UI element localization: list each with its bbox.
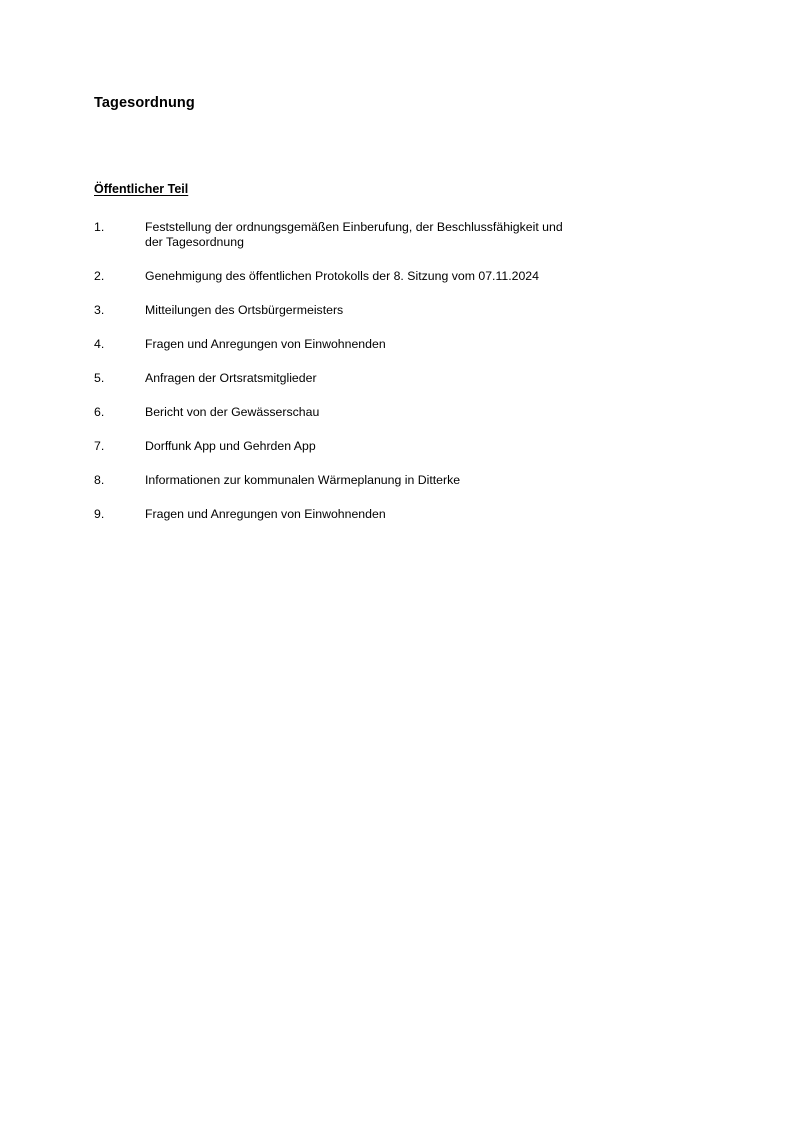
agenda-item-number: 5. (94, 371, 105, 385)
agenda-item-text: Genehmigung des öffentlichen Protokolls der 8. Sitzung vom 07.11.2024 (145, 269, 539, 283)
agenda-item-5 (94, 371, 654, 386)
agenda-item-6 (94, 405, 654, 420)
agenda-item-number: 1. (94, 220, 105, 234)
agenda-item-number: 3. (94, 303, 105, 317)
agenda-item-9 (94, 507, 654, 522)
agenda-item-3 (94, 303, 654, 318)
agenda-item-text: Feststellung der ordnungsgemäßen Einberufung, der Beschlussfähigkeit und der Tagesordnung (145, 220, 563, 249)
agenda-item-text: Dorffunk App und Gehrden App (145, 439, 316, 453)
agenda-item-number: 8. (94, 473, 105, 487)
agenda-item-text: Bericht von der Gewässerschau (145, 405, 320, 419)
document-title: Tagesordnung (94, 95, 195, 111)
agenda-item-1 (94, 220, 654, 250)
agenda-item-4 (94, 337, 654, 352)
agenda-list (94, 220, 654, 541)
agenda-item-number: 6. (94, 405, 105, 419)
agenda-item-7 (94, 439, 654, 454)
agenda-item-text: Informationen zur kommunalen Wärmeplanung in Ditterke (145, 473, 461, 487)
agenda-item-8 (94, 473, 654, 488)
agenda-item-2 (94, 269, 654, 284)
agenda-item-number: 4. (94, 337, 105, 351)
agenda-item-number: 7. (94, 439, 105, 453)
agenda-item-text: Anfragen der Ortsratsmitglieder (145, 371, 317, 385)
agenda-item-number: 9. (94, 507, 105, 521)
agenda-item-number: 2. (94, 269, 105, 283)
section-heading: Öffentlicher Teil (94, 182, 189, 196)
agenda-item-text: Fragen und Anregungen von Einwohnenden (145, 337, 386, 351)
agenda-item-text: Mitteilungen des Ortsbürgermeisters (145, 303, 344, 317)
agenda-item-text: Fragen und Anregungen von Einwohnenden (145, 507, 386, 521)
